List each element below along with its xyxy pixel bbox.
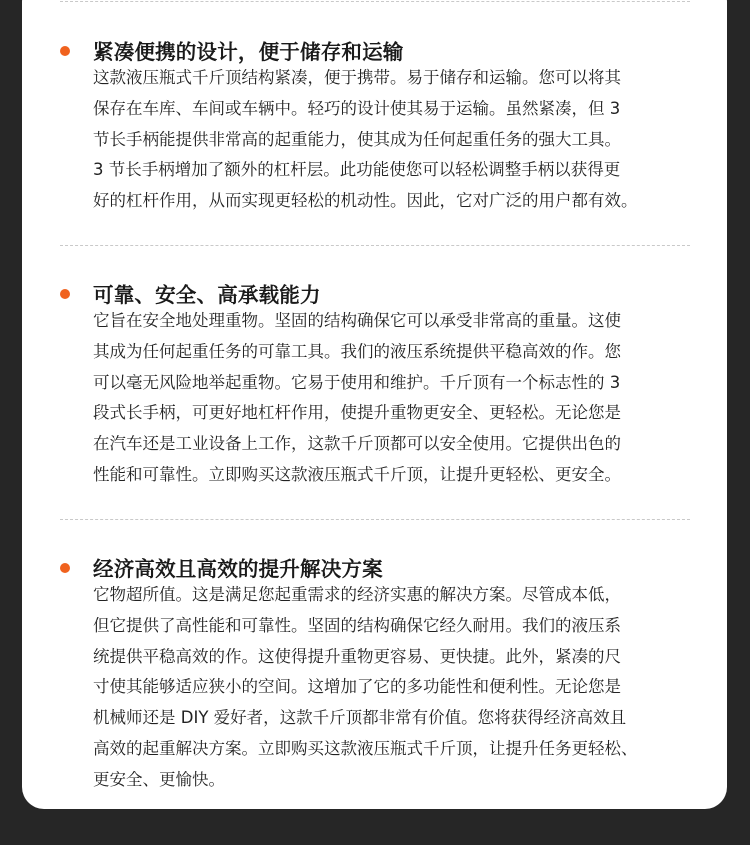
divider (60, 245, 690, 246)
body-line: 它物超所值。这是满足您起重需求的经济实惠的解决方案。尽管成本低， (93, 585, 621, 604)
section-heading: 可靠、安全、高承载能力 (93, 283, 321, 307)
body-line: 节长手柄能提供非常高的起重能力，使其成为任何起重任务的强大工具。 (93, 129, 621, 149)
body-line: 好的杠杆作用，从而实现更轻松的机动性。因此，它对广泛的用户都有效。 (93, 191, 638, 211)
bullet-dot-icon (60, 289, 70, 299)
body-line: 这款液压瓶式千斤顶结构紧凑，便于携带。易于储存和运输。您可以将其 (93, 68, 621, 87)
body-line: 3 节长手柄增加了额外的杠杆层。此功能使您可以轻松调整手柄以获得更 (93, 160, 621, 180)
body-line: 可以毫无风险地举起重物。它易于使用和维护。千斤顶有一个标志性的 3 (93, 372, 621, 392)
body-line: 统提供平稳高效的作。这使得提升重物更容易、更快捷。此外，紧凑的尺 (93, 646, 621, 666)
body-line: 寸使其能够适应狭小的空间。这增加了它的多功能性和便利性。无论您是 (93, 677, 621, 697)
content-card (22, 0, 727, 809)
body-line: 性能和可靠性。立即购买这款液压瓶式千斤顶，让提升更轻松、更安全。 (93, 464, 621, 484)
section-body (93, 63, 693, 217)
divider (60, 519, 690, 520)
section-body (93, 580, 693, 796)
body-line: 在汽车还是工业设备上工作，这款千斤顶都可以安全使用。它提供出色的 (93, 434, 621, 454)
body-line: 其成为任何起重任务的可靠工具。我们的液压系统提供平稳高效的作。您 (93, 341, 621, 361)
section-heading: 紧凑便携的设计，便于储存和运输 (93, 40, 404, 64)
body-line: 但它提供了高性能和可靠性。坚固的结构确保它经久耐用。我们的液压系 (93, 615, 621, 635)
section-heading: 经济高效且高效的提升解决方案 (93, 557, 383, 581)
divider-top (60, 1, 690, 2)
body-line: 机械师还是 DIY 爱好者，这款千斤顶都非常有价值。您将获得经济高效且 (93, 708, 627, 728)
bullet-dot-icon (60, 46, 70, 56)
body-line: 它旨在安全地处理重物。坚固的结构确保它可以承受非常高的重量。这使 (93, 311, 621, 330)
body-line: 段式长手柄，可更好地杠杆作用，使提升重物更安全、更轻松。无论您是 (93, 403, 621, 423)
body-line: 保存在车库、车间或车辆中。轻巧的设计使其易于运输。虽然紧凑，但 3 (93, 98, 621, 118)
bullet-dot-icon (60, 563, 70, 573)
body-line: 高效的起重解决方案。立即购买这款液压瓶式千斤顶，让提升任务更轻松、 (93, 738, 638, 758)
section-body (93, 306, 693, 491)
body-line: 更安全、更愉快。 (93, 769, 225, 789)
